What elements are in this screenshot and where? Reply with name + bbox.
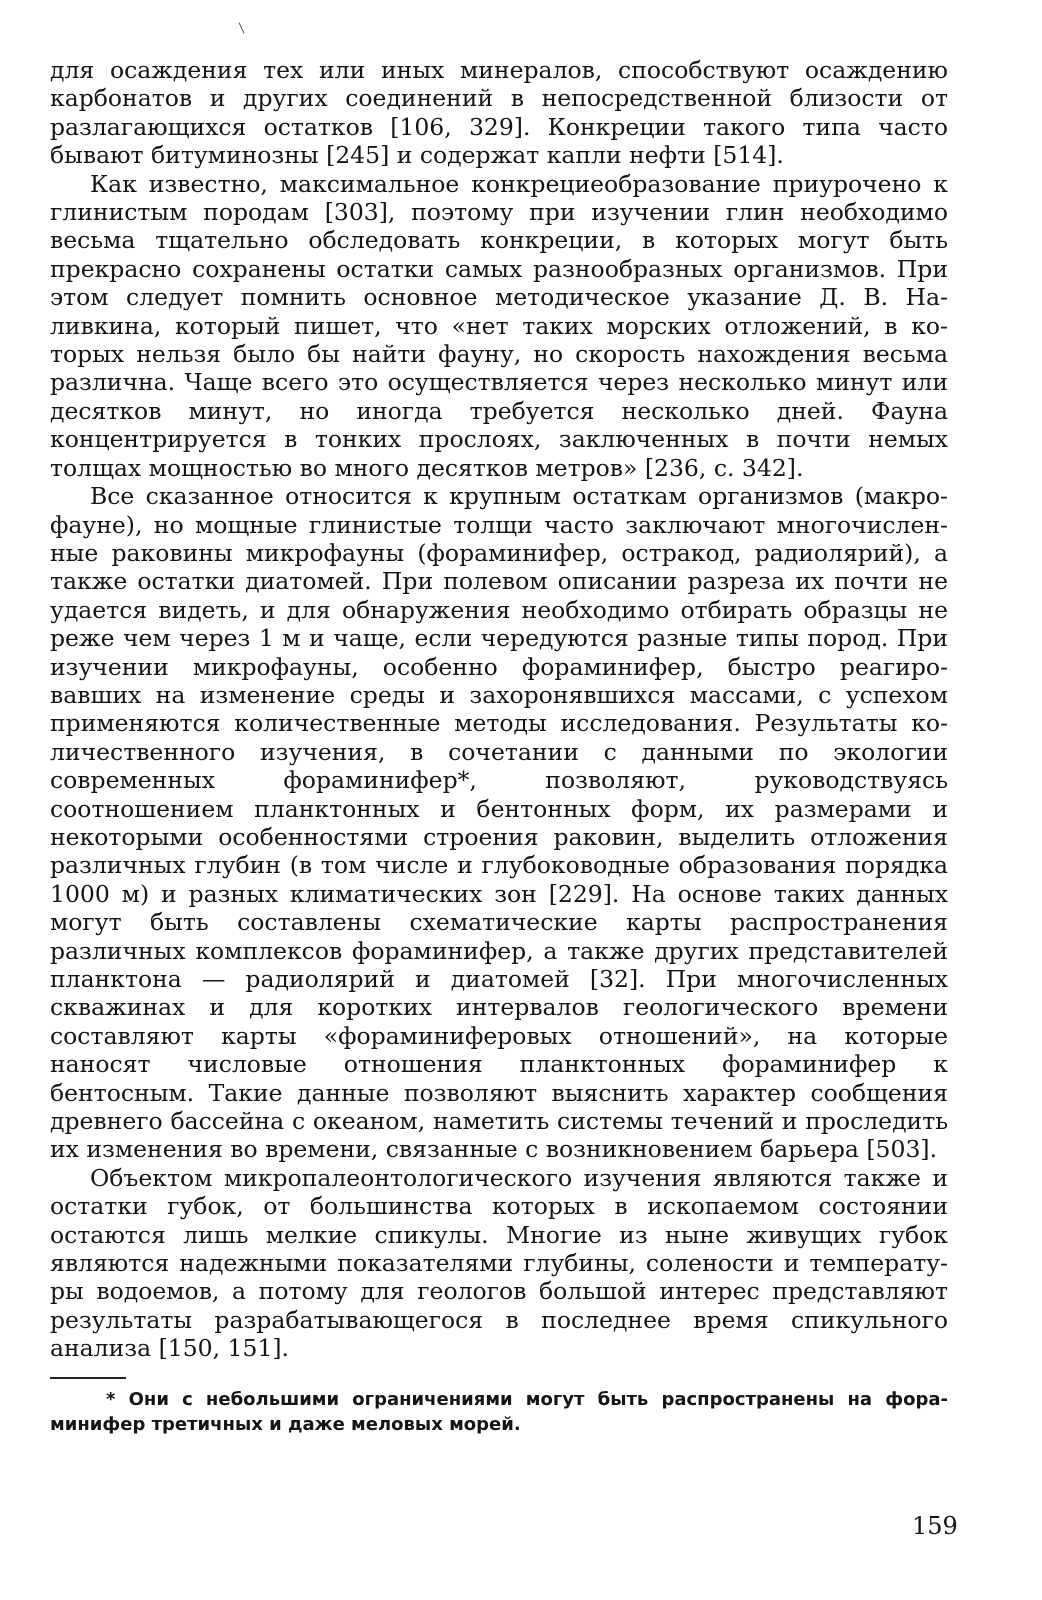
paragraph-3: Все сказанное относится к крупным остаткам организмов (макрофауне), но мощные глинистые толщи часто заключают многочисленные раковины микрофауны (фораминифер, остракод, радиолярий), а также остатки диатомей. При полевом описании разреза их почти не удается видеть, и для обнаружения необходимо отбирать образцы не реже чем через 1 м и чаще, если чередуются разные типы пород. При изучении микрофауны, особенно фораминифер, быстро реагировавших на изменение среды и захоронявшихся массами, с успехом применяются количественные методы исследования. Результаты количественного изучения, в сочетании с данными по экологии современных фораминифер*, позволяют, руководствуясь соотношением планктонных и бентонных форм, их размерами и некоторыми особенностями строения раковин, выделить отложения различных глубин (в том числе и глубоководные образования порядка 1000 м) и разных климатических зон [229]. На основе таких данных могут быть составлены схематические карты распространения различных комплексов фораминифер, а также других представителей планктона — радиолярий и диатомей [32]. При многочисленных скважинах и для коротких интервалов геологического времени составляют карты «фораминиферовых отношений», на которые наносят числовые отношения планктонных фораминифер к бентосным. Такие данные позволяют выяснить характер сообщения древнего бассейна с океаном, наметить системы течений и проследить их изменения во времени, связанные с возникновением барьера [503]. [50, 482, 948, 1164]
page-number: 159 [912, 1512, 958, 1540]
page-body [50, 56, 948, 1437]
paragraph-1: для осаждения тех или иных минералов, способствуют осаждению карбонатов и других соединений в непосредственной близости от разлагающихся остатков [106, 329]. Конкреции такого типа часто бывают битуминозны [245] и содержат капли нефти [514]. [50, 56, 948, 170]
footnote: * Они с небольшими ограничениями могут быть распространены на фораминифер третичных и даже меловых морей. [50, 1388, 948, 1435]
footnote-rule [50, 1377, 126, 1379]
scan-mark [239, 22, 245, 33]
paragraph-2: Как известно, максимальное конкрециеобразование приурочено к глинистым породам [303], поэтому при изучении глин необходимо весьма тщательно обследовать конкреции, в которых могут быть прекрасно сохранены остатки самых разнообразных организмов. При этом следует помнить основное методическое указание Д. В. Наливкина, который пишет, что «нет таких морских отложений, в которых нельзя было бы найти фауну, но скорость нахождения весьма различна. Чаще всего это осуществляется через несколько минут или десятков минут, но иногда требуется несколько дней. Фауна концентрируется в тонких прослоях, заключенных в почти немых толщах мощностью во много десятков метров» [236, с. 342]. [50, 169, 948, 482]
paragraph-4: Объектом микропалеонтологического изучения являются также и остатки губок, от большинства которых в ископаемом состоянии остаются лишь мелкие спикулы. Многие из ныне живущих губок являются надежными показателями глубины, солености и температуры водоемов, а потому для геологов большой интерес представляют результаты разрабатывающегося в последнее время спикульного анализа [150, 151]. [50, 1163, 948, 1363]
